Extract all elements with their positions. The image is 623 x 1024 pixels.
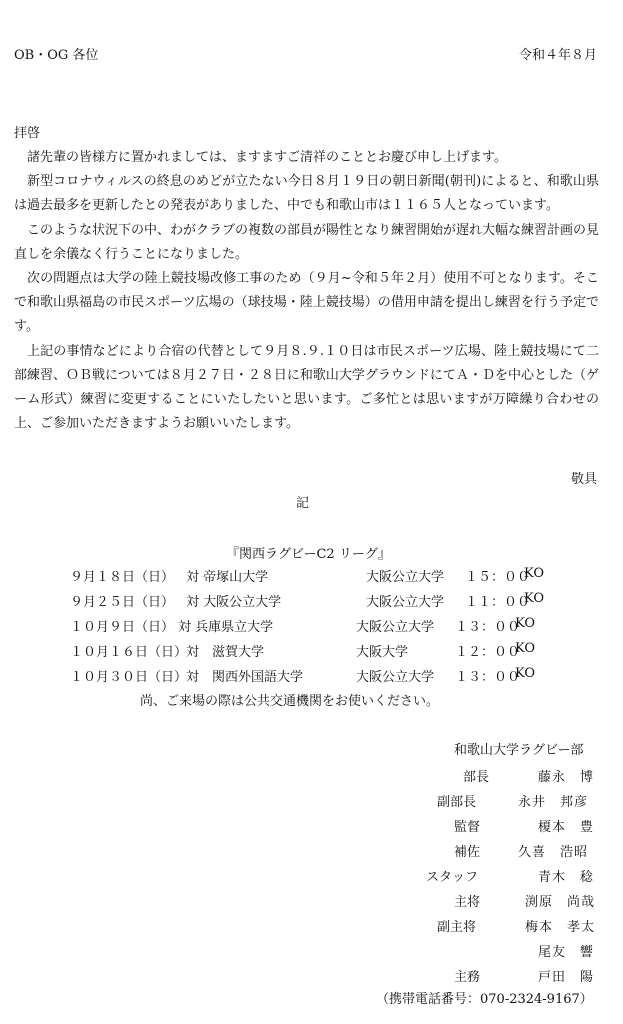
match-time: １３：００ (455, 620, 521, 635)
match-date: １０月９日（日） (70, 620, 175, 635)
match-ko: KO (524, 591, 545, 606)
match-date: １０月１６日（日） (70, 645, 188, 660)
letter-body (14, 146, 599, 436)
match-row (0, 591, 623, 613)
paragraph: 諸先輩の皆様方に置かれましては、ますますご清祥のこととお慶び申し上げます。 (27, 150, 507, 165)
staff-name: 渕原 尚哉 (525, 895, 596, 910)
match-opponent: 対 関西外国語大学 (186, 670, 304, 685)
match-date: ９月２５日（日） (70, 595, 175, 610)
paragraph: このような状況下の中、わがクラブの複数の部員が陽性となり練習開始が遅れ大幅な練習計画の見直しを余儀なく行うことになりました。 (14, 222, 600, 262)
league-title: 『関西ラグビーC2 リーグ』 (226, 547, 391, 562)
match-time: １２：００ (455, 645, 521, 660)
match-venue: 大阪公立大学 (366, 595, 445, 610)
staff-name: 尾友 響 (538, 945, 595, 960)
match-row (0, 616, 623, 638)
match-row (0, 666, 623, 688)
match-row (0, 641, 623, 663)
opening-greeting: 拝啓 (14, 126, 41, 141)
match-ko: KO (524, 566, 545, 581)
staff-name: 戸田 陽 (538, 970, 595, 985)
match-venue: 大阪公立大学 (356, 670, 435, 685)
addressee: OB・OG 各位 (14, 48, 99, 63)
staff-name: 榎本 豊 (538, 820, 595, 835)
match-opponent: 対 兵庫県立大学 (178, 620, 274, 635)
transport-note: 尚、ご来場の際は公共交通機関をお使いください。 (140, 694, 440, 709)
staff-role: 主務 (454, 970, 481, 985)
staff-role: 監督 (454, 820, 481, 835)
match-venue: 大阪公立大学 (366, 570, 445, 585)
paragraph: 次の問題点は大学の陸上競技場改修工事のため（９月~令和５年２月）使用不可となります。そこで和歌山県福島の市民スポーツ広場の（球技場・陸上競技場）の借用申請を提出し練習を行う予定です。 (14, 271, 599, 335)
match-time: １５：００ (465, 570, 531, 585)
match-date: １０月３０日（日） (70, 670, 188, 685)
match-opponent: 対 滋賀大学 (186, 645, 265, 660)
match-ko: KO (515, 666, 536, 681)
match-ko: KO (515, 616, 536, 631)
staff-role: 副主将 (437, 920, 477, 935)
staff-role: 主将 (454, 895, 481, 910)
staff-name: 梅本 孝太 (525, 920, 596, 935)
staff-name: 永井 邦彦 (518, 795, 589, 810)
staff-role: 副部長 (437, 795, 477, 810)
match-opponent: 対 大阪公立大学 (186, 595, 282, 610)
match-venue: 大阪公立大学 (356, 620, 435, 635)
closing-word: 敬具 (570, 472, 597, 487)
match-ko: KO (515, 641, 536, 656)
staff-role: 部長 (463, 770, 490, 785)
match-date: ９月１８日（日） (70, 570, 175, 585)
staff-name: 青木 稔 (538, 870, 595, 885)
paragraph: 新型コロナウィルスの終息のめどが立たない今日８月１９日の朝日新聞(朝刊)によると、和歌山県は過去最多を更新したとの発表がありました、中でも和歌山市は１１６５人となっています。 (14, 174, 599, 214)
phone-number: （携帯電話番号：070-2324-9167） (376, 992, 593, 1007)
staff-role: スタッフ (426, 870, 479, 885)
match-time: １３：００ (455, 670, 521, 685)
match-opponent: 対 帝塚山大学 (186, 570, 269, 585)
staff-name: 藤永 博 (538, 770, 595, 785)
staff-role: 補佐 (454, 845, 481, 860)
match-row (0, 566, 623, 588)
document-date: 令和４年８月 (518, 48, 597, 63)
match-time: １１：００ (465, 595, 531, 610)
club-name: 和歌山大学ラグビー部 (454, 743, 584, 758)
paragraph: 上記の事情などにより合宿の代替として９月８.９.１０日は市民スポーツ広場、陸上競技場にて二部練習、ＯＢ戦については８月２７日・２８日に和歌山大学グラウンドにてＡ・Ｄを中心とした（ゲーム形式）練習に変更することにいたしたいと思います。ご多忙とは思いますが万障繰り合わせの上、ご参加いただきますようお願いいたします。 (14, 343, 599, 432)
match-venue: 大阪大学 (356, 645, 409, 660)
ki-heading: 記 (296, 496, 310, 511)
staff-name: 久喜 浩昭 (518, 845, 589, 860)
